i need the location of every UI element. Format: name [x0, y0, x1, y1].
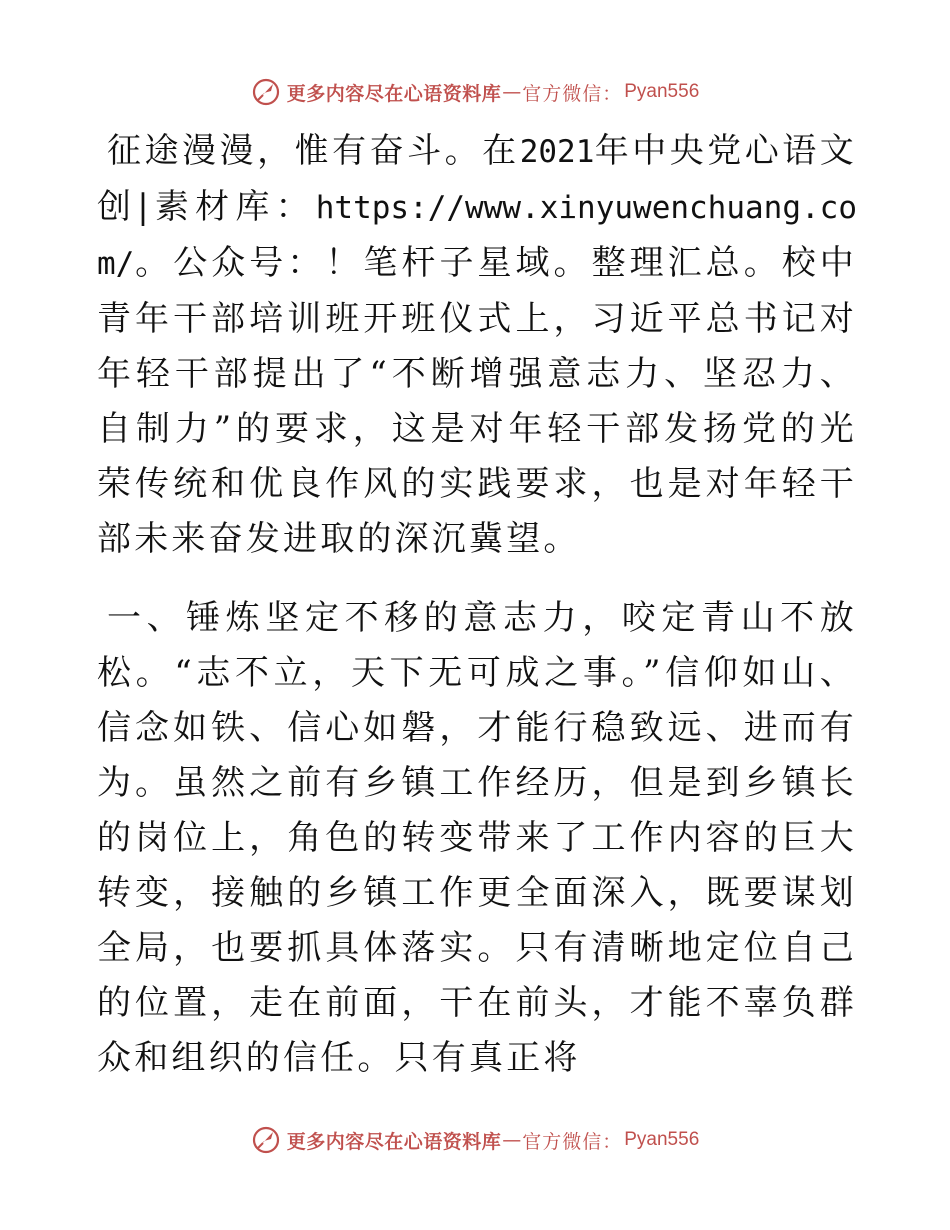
banner-separator: — — [502, 81, 522, 103]
banner-wechat-id: Pyan556 — [624, 81, 700, 102]
header-banner — [0, 72, 950, 112]
section-one-text: “志不立，天下无可成之事。”信仰如山、信念如铁、信心如磐，才能行稳致远、进而有为。虽然之前有乡镇工作经历，但是到乡镇长的岗位上，角色的转变带来了工作内容的巨大转变，接触的乡镇工作更全面深入，既要谋划全局，也要抓具体落实。只有清晰地定位自己的位置，走在前面，干在前头，才能不辜负群众和组织的信任。只有真正将 — [97, 653, 858, 1078]
intro-url: https://www.xinyuwenchuang.com/ — [97, 190, 857, 282]
intro-text-3: 。公众号：！笔杆子星域。整理汇总。校中青年干部培训班开班仪式上，习近平总书记对年轻干部提出了“不断增强意志力、坚忍力、自制力”的要求，这是对年轻干部发扬党的光荣传统和优良作风的实践要求，也是对年轻干部未来奋发进取的深沉冀望。 — [97, 243, 857, 559]
paragraph-section-one — [97, 591, 857, 1086]
quill-logo-icon — [251, 77, 281, 107]
intro-text-2: 年中央党心语文创|素材库： — [97, 131, 858, 227]
banner-wechat-id: Pyan556 — [624, 1129, 700, 1150]
banner-brand-text: 更多内容尽在心语资料库 — [286, 82, 502, 105]
paragraph-intro — [97, 124, 857, 567]
banner-separator: — — [502, 1129, 522, 1151]
document-body — [97, 124, 857, 1086]
intro-text-1: 征途漫漫，惟有奋斗。在 — [107, 131, 520, 171]
quill-logo-icon — [251, 1125, 281, 1155]
banner-wechat-label: 官方微信： — [522, 1130, 623, 1153]
banner-brand-text: 更多内容尽在心语资料库 — [286, 1130, 502, 1153]
section-one-heading: 一、锤炼坚定不移的意志力，咬定青山不放松。 — [97, 598, 857, 693]
intro-year: 2021 — [519, 134, 595, 170]
footer-banner — [0, 1120, 950, 1160]
banner-wechat-label: 官方微信： — [522, 82, 623, 105]
